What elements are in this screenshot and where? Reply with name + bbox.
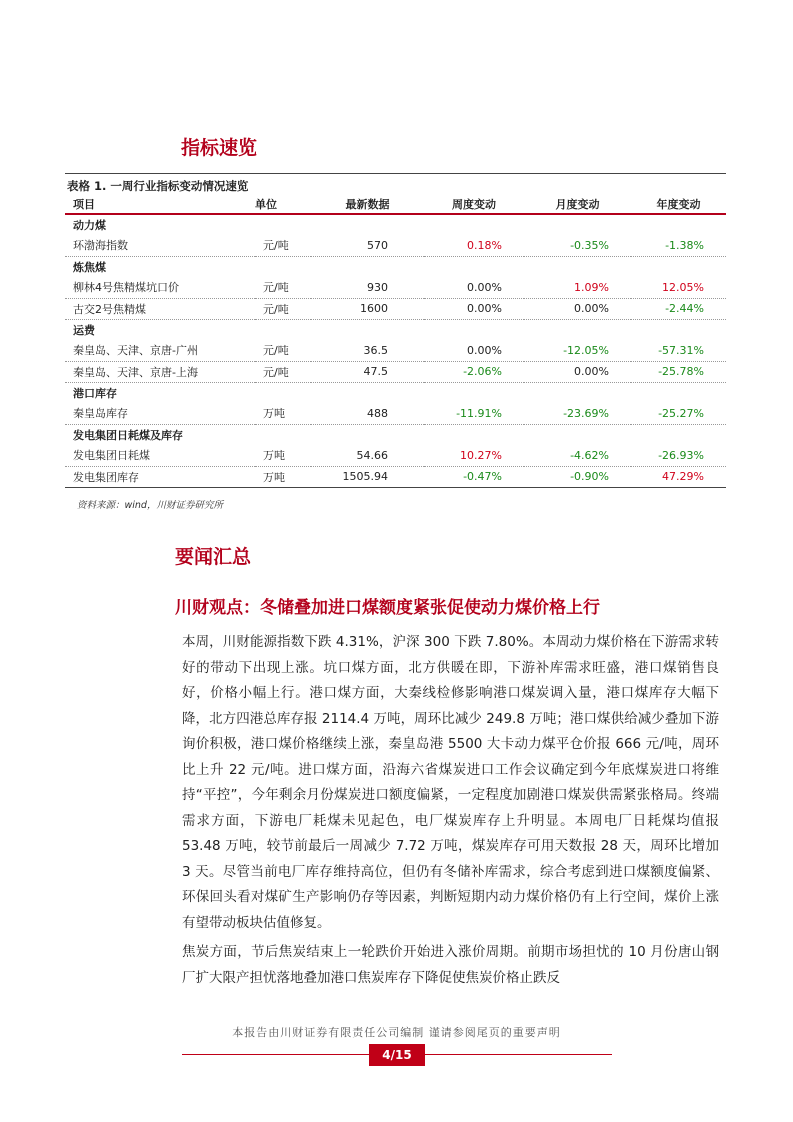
cell-yearly: 47.29% [631,466,726,487]
header-weekly: 周度变动 [424,194,524,214]
footer-disclaimer: 本报告由川财证券有限责任公司编制 谨请参阅尾页的重要声明 [232,1026,561,1039]
cell-monthly: -0.90% [524,466,631,487]
table-row [65,361,726,382]
cell-weekly: 10.27% [424,445,524,466]
cell-name: 发电集团库存 [65,466,255,487]
table-row [65,403,726,424]
table-category-row [65,382,726,403]
cell-latest: 54.66 [311,445,424,466]
cell-yearly: -26.93% [631,445,726,466]
cell-monthly: 1.09% [524,277,631,298]
cell-latest: 488 [311,403,424,424]
cell-name: 秦皇岛库存 [65,403,255,424]
table-category-row [65,214,726,235]
cell-weekly: 0.00% [424,340,524,361]
category-label: 炼焦煤 [73,260,106,274]
category-label: 运费 [73,323,95,337]
cell-latest: 47.5 [311,361,424,382]
section-title-indicators: 指标速览 [181,137,258,159]
header-yearly: 年度变动 [631,194,726,214]
table-row [65,298,726,319]
cell-name: 柳林4号焦精煤坑口价 [65,277,255,298]
table-row [65,466,726,487]
table-caption: 表格 1. 一周行业指标变动情况速览 [65,173,726,194]
header-monthly: 月度变动 [524,194,631,214]
table-category-row [65,319,726,340]
cell-yearly: -57.31% [631,340,726,361]
cell-unit: 元/吨 [255,361,311,382]
cell-unit: 万吨 [255,466,311,487]
cell-monthly: 0.00% [524,298,631,319]
table-row [65,235,726,256]
cell-weekly: 0.18% [424,235,524,256]
cell-unit: 元/吨 [255,298,311,319]
table-category-row [65,256,726,277]
cell-unit: 元/吨 [255,235,311,256]
cell-unit: 元/吨 [255,277,311,298]
header-item: 项目 [65,194,255,214]
headline: 川财观点：冬储叠加进口煤额度紧张促使动力煤价格上行 [175,598,600,618]
cell-yearly: -1.38% [631,235,726,256]
cell-weekly: 0.00% [424,277,524,298]
cell-monthly: -0.35% [524,235,631,256]
cell-weekly: -2.06% [424,361,524,382]
section-title-news: 要闻汇总 [175,546,252,568]
cell-name: 发电集团日耗煤 [65,445,255,466]
paragraph-2: 焦炭方面，节后焦炭结束上一轮跌价开始进入涨价周期。前期市场担忧的 10 月份唐山钢厂扩大限产担忧落地叠加港口焦炭库存下降促使焦炭价格止跌反 [182,944,719,986]
cell-monthly: 0.00% [524,361,631,382]
table-body [65,214,726,487]
category-label: 发电集团日耗煤及库存 [73,428,183,442]
cell-latest: 1600 [311,298,424,319]
cell-name: 秦皇岛、天津、京唐-广州 [65,340,255,361]
cell-unit: 万吨 [255,445,311,466]
category-label: 动力煤 [73,219,106,232]
cell-monthly: -23.69% [524,403,631,424]
cell-weekly: -0.47% [424,466,524,487]
indicator-table-block [65,173,726,488]
cell-weekly: -11.91% [424,403,524,424]
table-row [65,277,726,298]
cell-name: 古交2号焦精煤 [65,298,255,319]
table-header-row [65,194,726,214]
header-latest: 最新数据 [311,194,424,214]
cell-latest: 36.5 [311,340,424,361]
cell-unit: 万吨 [255,403,311,424]
cell-yearly: 12.05% [631,277,726,298]
page-number: 4/15 [369,1044,425,1066]
cell-monthly: -12.05% [524,340,631,361]
cell-latest: 930 [311,277,424,298]
body-text [182,630,719,995]
cell-yearly: -25.78% [631,361,726,382]
table-category-row [65,424,726,445]
table-source-note: 资料来源：wind，川财证券研究所 [77,500,223,511]
cell-name: 秦皇岛、天津、京唐-上海 [65,361,255,382]
cell-name: 环渤海指数 [65,235,255,256]
cell-yearly: -25.27% [631,403,726,424]
indicator-table [65,194,726,488]
header-unit: 单位 [255,194,311,214]
table-row [65,340,726,361]
cell-weekly: 0.00% [424,298,524,319]
table-row [65,445,726,466]
cell-latest: 1505.94 [311,466,424,487]
category-label: 港口库存 [73,386,117,400]
cell-latest: 570 [311,235,424,256]
paragraph-1: 本周，川财能源指数下跌 4.31%，沪深 300 下跌 7.80%。本周动力煤价格在下游需求转好的带动下出现上涨。坑口煤方面，北方供暖在即，下游补库需求旺盛，港口煤销售良好，价格小幅上行。港口煤方面，大秦线检修影响港口煤炭调入量，港口煤库存大幅下降，北方四港总库存报 2114.4 万吨，周环比减少 249.8 万吨；港口煤供给减少叠加下游询价积极，港口煤价格继续上涨，秦皇岛港 5500 大卡动力煤平仓价报 666 元/吨，周环比上升 22 元/吨。进口煤方面，沿海六省煤炭进口工作会议确定到今年底煤炭进口将维持“平控”，今年剩余月份煤炭进口额度偏紧，一定程度加剧港口煤炭供需紧张格局。终端需求方面，下游电厂耗煤未见起色，电厂煤炭库存上升明显。本周电厂日耗煤均值报 53.48 万吨，较节前最后一周减少 7.72 万吨，煤炭库存可用天数报 28 天，周环比增加 3 天。尽管当前电厂库存维持高位，但仍有冬储补库需求，综合考虑到进口煤额度偏紧、环保回头看对煤矿生产影响仍存等因素，判断短期内动力煤价格仍有上行空间，煤价上涨有望带动板块估值修复。 [182,634,719,931]
cell-yearly: -2.44% [631,298,726,319]
cell-monthly: -4.62% [524,445,631,466]
cell-unit: 元/吨 [255,340,311,361]
